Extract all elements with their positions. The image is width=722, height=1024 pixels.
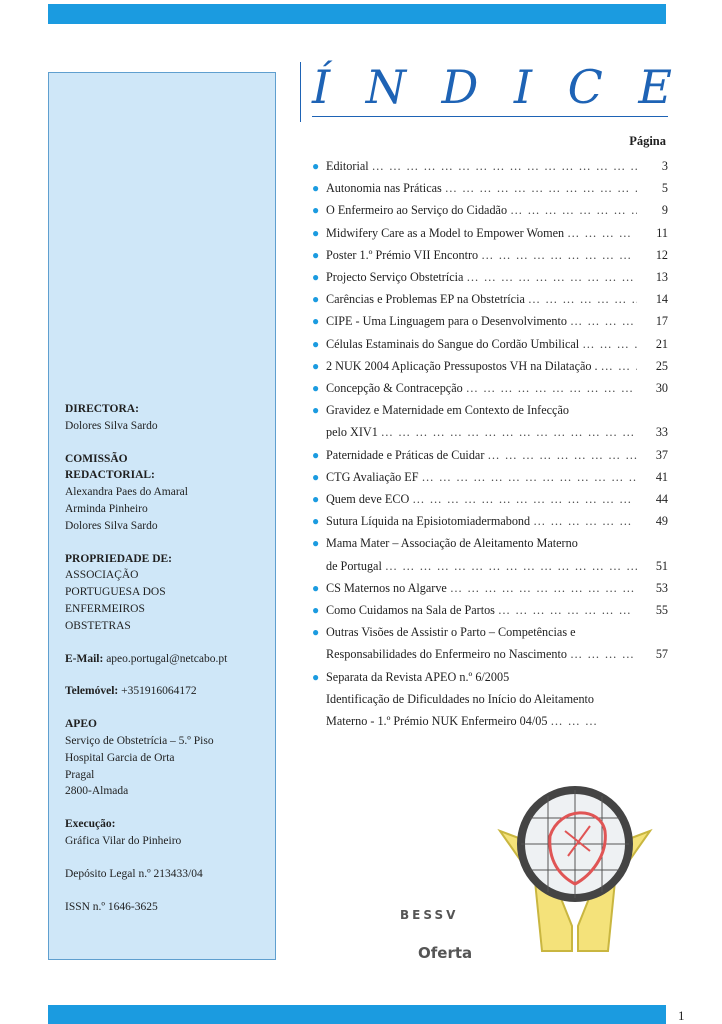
telemovel-block [65, 683, 270, 700]
bullet-icon: ● [312, 447, 320, 462]
toc-leader [381, 421, 637, 443]
bullet-icon: ● [312, 514, 320, 529]
stamp-code: BESSV [400, 908, 459, 922]
toc-title: Carências e Problemas EP na Obstetrícia [326, 292, 525, 307]
separata-line: Identificação de Dificuldades no Início do Aleitamento [326, 691, 595, 706]
bullet-icon: ● [312, 358, 320, 373]
toc-leader [412, 488, 637, 510]
apeo-label: APEO [65, 718, 97, 731]
toc-title: CTG Avaliação EF [326, 469, 419, 484]
toc-title: Autonomia nas Práticas [326, 181, 442, 196]
toc-title: Gravidez e Maternidade em Contexto de Infecção [326, 403, 569, 418]
toc-title-cont: pelo XIV1 [326, 425, 378, 440]
toc-entry [312, 155, 668, 177]
apeo-block [65, 716, 270, 800]
toc-title: O Enfermeiro ao Serviço do Cidadão [326, 203, 508, 218]
directora-name: Dolores Silva Sardo [65, 419, 158, 432]
toc-entry [312, 310, 668, 332]
toc-page: 57 [655, 647, 668, 662]
comissao-block [65, 451, 270, 535]
toc-title: Outras Visões de Assistir o Parto – Competências e [326, 625, 576, 640]
propriedade-label: PROPRIEDADE DE: [65, 552, 173, 565]
title-vertical-rule [300, 62, 301, 122]
comissao-member: Alexandra Paes do Amaral [65, 486, 188, 499]
toc-entry [312, 444, 668, 466]
toc-entry-continuation [312, 555, 668, 577]
apeo-line: Serviço de Obstetrícia – 5.º Piso [65, 734, 214, 747]
bullet-icon: ● [312, 492, 320, 507]
toc-title: Quem deve ECO [326, 492, 410, 507]
toc-page: 3 [661, 159, 668, 173]
toc-leader [445, 177, 637, 199]
toc-title: Poster 1.º Prémio VII Encontro [326, 247, 479, 262]
toc-entry [312, 177, 668, 199]
propriedade-line: OBSTETRAS [65, 619, 131, 632]
page-title [312, 62, 672, 114]
toc-page: 51 [655, 558, 668, 573]
toc-entry-continuation [312, 421, 668, 443]
toc-title: Concepção & Contracepção [326, 381, 463, 396]
toc-page: 21 [655, 336, 668, 351]
issn: ISSN n.º 1646-3625 [65, 900, 158, 913]
toc-entry [312, 222, 668, 244]
toc-title: Sutura Líquida na Episiotomiadermabond [326, 514, 531, 529]
execucao-block [65, 816, 270, 850]
toc-entry [312, 377, 668, 399]
toc-leader [582, 333, 637, 355]
separata-entry [312, 666, 668, 688]
toc-page: 33 [655, 425, 668, 440]
toc-entry [312, 288, 668, 310]
toc-leader [466, 377, 637, 399]
apeo-line: Pragal [65, 768, 95, 781]
separata-line-3 [312, 710, 668, 732]
telemovel-label: Telemóvel: [65, 685, 119, 698]
apeo-logo [480, 776, 670, 966]
toc-entry [312, 577, 668, 599]
bullet-icon: ● [312, 580, 320, 595]
toc-page: 13 [655, 270, 668, 285]
toc-leader [422, 466, 637, 488]
page-column-header: Página [629, 134, 666, 148]
comissao-member: Arminda Pinheiro [65, 502, 148, 515]
toc-page: 30 [655, 381, 668, 396]
toc-title: Paternidade e Práticas de Cuidar [326, 447, 485, 462]
toc-entry [312, 199, 668, 221]
email-label: E-Mail: [65, 652, 104, 665]
toc-title: CIPE - Uma Linguagem para o Desenvolvimento [326, 314, 567, 329]
masthead [65, 401, 270, 931]
toc-title: Editorial [326, 159, 369, 173]
execucao-label: Execução: [65, 818, 116, 831]
bullet-icon: ● [312, 625, 320, 640]
toc-leader [450, 577, 637, 599]
toc-entry [312, 466, 668, 488]
title-letter: E [638, 60, 672, 114]
toc-leader [510, 199, 637, 221]
toc-page: 55 [655, 603, 668, 618]
toc-entry [312, 510, 668, 532]
toc-leader [567, 222, 637, 244]
bottom-color-bar [48, 1005, 666, 1024]
top-color-bar [48, 4, 666, 24]
toc-page: 11 [656, 225, 668, 240]
bullet-icon: ● [312, 603, 320, 618]
sidebar-panel [48, 72, 276, 960]
telemovel-value: +351916064172 [121, 685, 197, 698]
toc-entry [312, 488, 668, 510]
toc-leader [385, 555, 637, 577]
title-letter: I [513, 60, 533, 114]
toc-entry [312, 355, 668, 377]
bullet-icon: ● [312, 247, 320, 262]
bullet-icon: ● [312, 159, 320, 173]
bullet-icon: ● [312, 203, 320, 218]
bullet-icon: ● [312, 270, 320, 285]
email-value: apeo.portugal@netcabo.pt [106, 652, 228, 665]
title-letter: D [441, 60, 479, 114]
toc-entry [312, 621, 668, 643]
page-number: 1 [678, 1008, 685, 1023]
table-of-contents [312, 155, 668, 732]
toc-page: 49 [655, 514, 668, 529]
title-letter: Í [312, 60, 331, 114]
execucao-value: Gráfica Vilar do Pinheiro [65, 834, 182, 847]
comissao-member: Dolores Silva Sardo [65, 519, 158, 532]
toc-title: CS Maternos no Algarve [326, 580, 447, 595]
separata-line-2 [312, 688, 668, 710]
toc-page: 25 [655, 358, 668, 373]
separata-line: Separata da Revista APEO n.º 6/2005 [326, 669, 510, 684]
title-letter: C [567, 60, 603, 114]
bullet-icon: ● [312, 381, 320, 396]
toc-leader [570, 310, 637, 332]
propriedade-line: ASSOCIAÇÃO [65, 569, 139, 582]
toc-entry [312, 532, 668, 554]
toc-entry [312, 333, 668, 355]
bullet-icon: ● [312, 469, 320, 484]
toc-leader [570, 643, 637, 665]
toc-leader [487, 444, 637, 466]
toc-page: 41 [655, 469, 668, 484]
separata-line: Materno - 1.º Prémio NUK Enfermeiro 04/05 [326, 714, 548, 729]
bullet-icon: ● [312, 225, 320, 240]
directora-block [65, 401, 270, 435]
bullet-icon: ● [312, 669, 320, 684]
bullet-icon: ● [312, 403, 320, 418]
toc-leader [601, 355, 637, 377]
stamp-offer: Oferta [418, 944, 473, 962]
propriedade-block [65, 551, 270, 635]
toc-title: Mama Mater – Associação de Aleitamento Materno [326, 536, 578, 551]
toc-page: 5 [661, 181, 668, 196]
toc-title: Projecto Serviço Obstetrícia [326, 270, 464, 285]
toc-page: 17 [655, 314, 668, 329]
toc-leader [372, 155, 637, 177]
propriedade-line: PORTUGUESA DOS [65, 586, 166, 599]
toc-entry-continuation [312, 643, 668, 665]
toc-page: 44 [655, 492, 668, 507]
propriedade-line: ENFERMEIROS [65, 602, 145, 615]
bullet-icon: ● [312, 181, 320, 196]
bullet-icon: ● [312, 314, 320, 329]
directora-label: DIRECTORA: [65, 403, 139, 415]
bullet-icon: ● [312, 292, 320, 307]
toc-title: Como Cuidamos na Sala de Partos [326, 603, 495, 618]
toc-leader [528, 288, 637, 310]
toc-leader [466, 266, 637, 288]
toc-entry [312, 399, 668, 421]
toc-leader [481, 244, 637, 266]
toc-page: 53 [655, 580, 668, 595]
bullet-icon: ● [312, 536, 320, 551]
toc-entry [312, 266, 668, 288]
toc-title: 2 NUK 2004 Aplicação Pressupostos VH na Dilatação . [326, 358, 598, 373]
toc-title-cont: Responsabilidades do Enfermeiro no Nascimento [326, 647, 567, 662]
toc-entry [312, 599, 668, 621]
toc-leader [533, 510, 637, 532]
toc-title: Midwifery Care as a Model to Empower Women [326, 225, 565, 240]
deposito-legal: Depósito Legal n.º 213433/04 [65, 867, 203, 880]
comissao-label: COMISSÃO [65, 452, 128, 465]
toc-entry [312, 244, 668, 266]
bullet-icon: ● [312, 336, 320, 351]
toc-page: 14 [655, 292, 668, 307]
toc-title: Células Estaminais do Sangue do Cordão Umbilical [326, 336, 580, 351]
toc-title-cont: de Portugal [326, 558, 382, 573]
apeo-line: 2800-Almada [65, 785, 129, 798]
toc-leader [550, 710, 600, 732]
toc-page: 9 [661, 203, 668, 218]
title-letter: N [365, 60, 406, 114]
title-underline [312, 116, 668, 117]
email-block [65, 651, 270, 668]
apeo-line: Hospital Garcia de Orta [65, 751, 175, 764]
toc-page: 37 [655, 447, 668, 462]
comissao-label-2: REDACTORIAL: [65, 469, 155, 482]
toc-leader [498, 599, 637, 621]
toc-page: 12 [655, 247, 668, 262]
